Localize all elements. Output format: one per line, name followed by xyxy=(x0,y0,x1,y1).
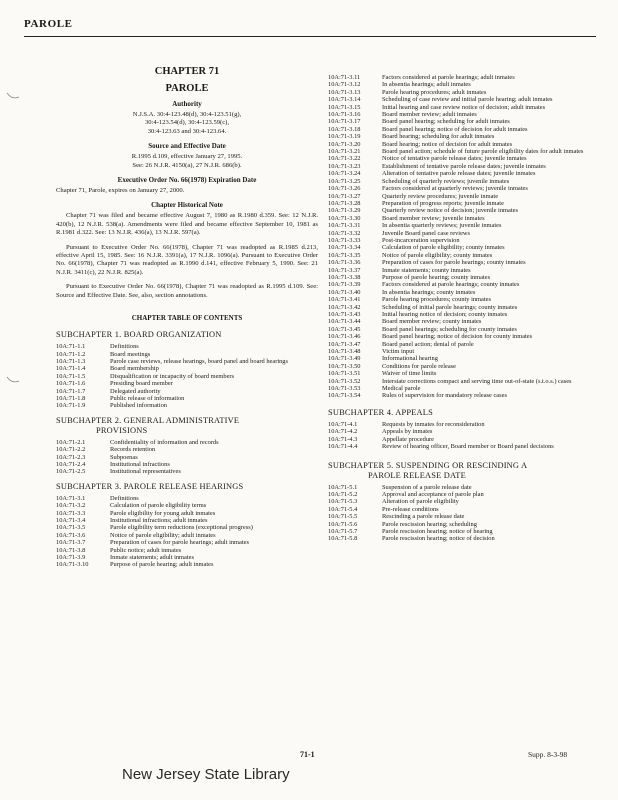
section-number: 10A:71-5.2 xyxy=(328,490,358,498)
toc-entry[interactable] xyxy=(328,528,594,535)
section-title: Pre-release conditions xyxy=(382,505,439,513)
section-number: 10A:71-3.1 xyxy=(56,494,86,502)
section-number: 10A:71-3.48 xyxy=(328,348,361,356)
subchapter-title-line: PROVISIONS xyxy=(96,425,148,435)
subchapter-title-line: PAROLE RELEASE DATE xyxy=(368,470,466,480)
section-title: Inmate statements; county inmates xyxy=(382,266,471,274)
toc-entry[interactable] xyxy=(328,521,594,528)
toc-entry[interactable] xyxy=(328,74,594,81)
toc-entry[interactable] xyxy=(328,81,594,88)
section-number: 10A:71-3.2 xyxy=(56,502,86,510)
source-line: See: 26 N.J.R. 4150(a), 27 N.J.R. 686(b). xyxy=(132,161,242,169)
section-title: Board panel hearings; scheduling for county inmates xyxy=(382,325,517,333)
section-title: Delegated authority xyxy=(110,387,161,395)
toc-entry[interactable] xyxy=(328,370,594,377)
section-title: Waiver of time limits xyxy=(382,370,437,378)
toc-entry[interactable] xyxy=(328,535,594,542)
section-number: 10A:71-1.8 xyxy=(56,394,86,402)
section-number: 10A:71-1.6 xyxy=(56,380,86,388)
supplement-date: Supp. 8-3-98 xyxy=(528,750,568,759)
toc-entry[interactable] xyxy=(328,230,594,237)
toc-entry[interactable] xyxy=(56,510,318,517)
source-text xyxy=(56,153,318,170)
toc-entry[interactable] xyxy=(56,343,318,350)
section-title: Rules of supervision for mandatory release cases xyxy=(382,392,507,400)
toc-entry[interactable] xyxy=(328,200,594,207)
section-title: Institutional representatives xyxy=(110,468,181,476)
section-title: Scheduling of initial parole hearings; county inmates xyxy=(382,303,518,311)
toc-entry[interactable] xyxy=(56,547,318,554)
section-number: 10A:71-3.35 xyxy=(328,251,361,259)
toc-entry[interactable] xyxy=(328,207,594,214)
section-number: 10A:71-5.6 xyxy=(328,520,358,528)
section-title: Board membership xyxy=(110,365,159,373)
section-number: 10A:71-3.30 xyxy=(328,214,361,222)
section-number: 10A:71-3.16 xyxy=(328,111,361,119)
toc-entry[interactable] xyxy=(328,148,594,155)
chapter-number: CHAPTER 71 xyxy=(154,66,220,77)
section-title: Review of hearing officer, Board member or Board panel decisions xyxy=(382,443,554,451)
toc-entry[interactable] xyxy=(328,311,594,318)
section-number: 10A:71-2.1 xyxy=(56,438,86,446)
section-number: 10A:71-3.36 xyxy=(328,259,361,267)
subchapter-1-title: SUBCHAPTER 1. BOARD ORGANIZATION xyxy=(56,330,222,340)
toc-entry[interactable] xyxy=(328,133,594,140)
toc-entry[interactable] xyxy=(328,111,594,118)
section-number: 10A:71-2.3 xyxy=(56,453,86,461)
section-number: 10A:71-3.19 xyxy=(328,133,361,141)
section-number: 10A:71-5.4 xyxy=(328,505,358,513)
section-title: Published information xyxy=(110,402,167,410)
section-number: 10A:71-3.41 xyxy=(328,296,361,304)
section-number: 10A:71-2.4 xyxy=(56,460,86,468)
section-number: 10A:71-3.26 xyxy=(328,185,361,193)
toc-entry[interactable] xyxy=(328,89,594,96)
toc-entry[interactable] xyxy=(328,267,594,274)
section-number: 10A:71-3.44 xyxy=(328,318,361,326)
section-title: Public notice; adult inmates xyxy=(110,546,182,554)
section-number: 10A:71-4.3 xyxy=(328,435,358,443)
section-number: 10A:71-3.37 xyxy=(328,266,361,274)
toc-entry[interactable] xyxy=(328,185,594,192)
toc-entry[interactable] xyxy=(328,421,594,428)
toc-entry[interactable] xyxy=(328,443,594,450)
section-number: 10A:71-5.8 xyxy=(328,535,358,543)
toc-entry[interactable] xyxy=(328,326,594,333)
section-title: Parole rescission hearing; notice of hearing xyxy=(382,527,493,535)
section-title: Notice of parole eligibility; adult inmates xyxy=(110,531,216,539)
toc-entry[interactable] xyxy=(56,461,318,468)
section-number: 10A:71-4.1 xyxy=(328,420,358,428)
history-heading: Chapter Historical Note xyxy=(151,201,223,210)
section-title: Approval and acceptance of parole plan xyxy=(382,490,484,498)
section-number: 10A:71-3.3 xyxy=(56,509,86,517)
section-number: 10A:71-3.45 xyxy=(328,325,361,333)
section-title: Preparation of progress reports; juvenile inmate xyxy=(382,199,504,207)
section-number: 10A:71-3.29 xyxy=(328,207,361,215)
toc-entry[interactable] xyxy=(328,385,594,392)
section-number: 10A:71-3.7 xyxy=(56,539,86,547)
toc-entry[interactable] xyxy=(328,118,594,125)
section-number: 10A:71-3.23 xyxy=(328,162,361,170)
section-number: 10A:71-3.38 xyxy=(328,273,361,281)
section-title: Definitions xyxy=(110,494,139,502)
section-title: Parole rescission hearing; scheduling xyxy=(382,520,477,528)
section-number: 10A:71-4.2 xyxy=(328,428,358,436)
section-number: 10A:71-3.43 xyxy=(328,311,361,318)
section-title: Factors considered at quarterly reviews; juvenile inmates xyxy=(382,185,528,193)
section-title: Preparation of cases for parole hearings; county inmates xyxy=(382,259,526,267)
section-title: Medical parole xyxy=(382,385,421,393)
section-number: 10A:71-3.4 xyxy=(56,517,86,524)
section-title: Parole case reviews, release hearings, board panel and board hearings xyxy=(110,357,288,365)
section-number: 10A:71-3.53 xyxy=(328,385,361,393)
section-title: Institutional infractions; adult inmates xyxy=(110,517,208,524)
subchapter-title-line: SUBCHAPTER 5. SUSPENDING OR RESCINDING A xyxy=(328,460,528,470)
right-column xyxy=(328,74,594,543)
toc-entry[interactable] xyxy=(56,554,318,561)
section-title: Rescinding a parole release date xyxy=(382,513,465,521)
section-title: Initial hearing notice of decision; county inmates xyxy=(382,311,508,318)
toc-entry[interactable] xyxy=(328,484,594,491)
section-title: Initial hearing and case review notice of decision; adult inmates xyxy=(382,103,546,111)
toc-entry[interactable] xyxy=(328,259,594,266)
toc-entry[interactable] xyxy=(328,289,594,296)
toc-entry[interactable] xyxy=(328,378,594,385)
toc-entry[interactable] xyxy=(328,96,594,103)
toc-entry[interactable] xyxy=(328,104,594,111)
subchapter-2-title xyxy=(56,416,318,436)
section-title: Institutional infractions xyxy=(110,460,170,468)
section-number: 10A:71-3.49 xyxy=(328,355,361,363)
margin-tick-mark xyxy=(6,92,20,100)
section-title: Alteration of parole eligibility xyxy=(382,498,459,506)
section-number: 10A:71-3.9 xyxy=(56,554,86,562)
section-number: 10A:71-3.6 xyxy=(56,531,86,539)
section-title: Appellate procedure xyxy=(382,435,434,443)
section-title: Definitions xyxy=(110,343,139,351)
section-number: 10A:71-3.22 xyxy=(328,155,361,163)
toc-entry[interactable] xyxy=(328,348,594,355)
toc-entry[interactable] xyxy=(328,318,594,325)
section-title: Factors considered at parole hearings; adult inmates xyxy=(382,74,515,81)
left-column xyxy=(56,66,318,569)
section-number: 10A:71-3.12 xyxy=(328,81,361,89)
section-number: 10A:71-1.2 xyxy=(56,350,86,358)
toc-entry[interactable] xyxy=(328,193,594,200)
section-number: 10A:71-3.42 xyxy=(328,303,361,311)
section-number: 10A:71-3.5 xyxy=(56,524,86,532)
subchapter-1-list xyxy=(56,343,318,410)
section-number: 10A:71-3.18 xyxy=(328,125,361,133)
section-title: In absentia hearings; adult inmates xyxy=(382,81,471,89)
section-title: Board meetings xyxy=(110,350,151,358)
section-title: Juvenile Board panel case reviews xyxy=(382,229,471,237)
header-rule xyxy=(24,36,596,37)
section-number: 10A:71-3.31 xyxy=(328,222,361,230)
section-title: Appeals by inmates xyxy=(382,428,433,436)
section-number: 10A:71-3.11 xyxy=(328,74,361,81)
toc-entry[interactable] xyxy=(56,454,318,461)
source-line: R.1995 d.109, effective January 27, 1995. xyxy=(131,153,243,161)
toc-entry[interactable] xyxy=(328,281,594,288)
running-head: PAROLE xyxy=(24,18,73,30)
section-title: Scheduling of quarterly reviews; juvenile inmates xyxy=(382,177,510,185)
toc-entry[interactable] xyxy=(56,395,318,402)
section-number: 10A:71-5.7 xyxy=(328,527,358,535)
section-number: 10A:71-5.1 xyxy=(328,483,358,491)
section-number: 10A:71-4.4 xyxy=(328,443,358,451)
section-number: 10A:71-3.17 xyxy=(328,118,361,126)
subchapter-4-list xyxy=(328,421,594,451)
subchapter-2-list xyxy=(56,439,318,476)
section-number: 10A:71-3.10 xyxy=(56,561,89,569)
section-number: 10A:71-1.4 xyxy=(56,365,86,373)
toc-entry[interactable] xyxy=(328,215,594,222)
section-number: 10A:71-3.32 xyxy=(328,229,361,237)
subchapter-3-list-right xyxy=(328,74,594,400)
history-paragraph: Pursuant to Executive Order No. 66(1978), Chapter 71 was readopted as R.1985 d.213, effective April 15, 1985. See: 16 N.J.R. 3391(a), 17 N.J.R. 1096(a). Pursuant to Executive Order No. 66(1978), Chapter 71 was readopted as R.1990 d.141, effective February 5, 1990. See: 21 N.J.R. 3411(c), 22 N.J.R. 825(a). xyxy=(56,243,318,276)
subchapter-3-title: SUBCHAPTER 3. PAROLE RELEASE HEARINGS xyxy=(56,481,244,491)
section-number: 10A:71-3.46 xyxy=(328,333,361,341)
section-title: Board hearing; scheduling for adult inmates xyxy=(382,133,495,141)
section-number: 10A:71-3.20 xyxy=(328,140,361,148)
section-number: 10A:71-3.13 xyxy=(328,88,361,96)
section-title: Board panel action; denial of parole xyxy=(382,340,474,348)
section-title: Purpose of parole hearing; county inmates xyxy=(382,273,491,281)
toc-entry[interactable] xyxy=(328,392,594,399)
section-title: Notice of parole eligibility; county inmates xyxy=(382,251,493,259)
toc-entry[interactable] xyxy=(328,436,594,443)
toc-entry[interactable] xyxy=(56,539,318,546)
section-title: Factors considered at parole hearings; county inmates xyxy=(382,281,520,289)
toc-title: CHAPTER TABLE OF CONTENTS xyxy=(131,314,243,323)
section-number: 10A:71-3.39 xyxy=(328,281,361,289)
toc-entry[interactable] xyxy=(328,274,594,281)
section-number: 10A:71-3.15 xyxy=(328,103,361,111)
toc-entry[interactable] xyxy=(328,341,594,348)
section-title: Post-incarceration supervision xyxy=(382,236,460,244)
toc-entry[interactable] xyxy=(328,178,594,185)
history-paragraph: Chapter 71 was filed and became effective August 7, 1980 as R.1980 d.359. See: 12 N.J.R. 420(b), 12 N.J.R. 538(a). Amendments were filed and became effective September 10, 1981 as R.1981 d.322. See: 13 N.J.R. 436(a), 13 N.J.R. 597(a). xyxy=(56,212,318,237)
section-title: Presiding board member xyxy=(110,380,173,388)
toc-entry[interactable] xyxy=(56,468,318,475)
toc-entry[interactable] xyxy=(56,517,318,524)
subchapter-4-title: SUBCHAPTER 4. APPEALS xyxy=(328,407,433,417)
section-title: Board member review; juvenile inmates xyxy=(382,214,485,222)
section-title: Board panel action; schedule of future parole eligibility dates for adult inmates xyxy=(382,148,584,156)
library-stamp: New Jersey State Library xyxy=(122,766,290,783)
section-title: Requests by inmates for reconsideration xyxy=(382,420,485,428)
toc-entry[interactable] xyxy=(56,502,318,509)
section-title: Parole rescission hearing; notice of decision xyxy=(382,535,495,543)
toc-entry[interactable] xyxy=(56,524,318,531)
section-number: 10A:71-1.1 xyxy=(56,343,86,351)
subchapter-3-list-left xyxy=(56,495,318,569)
section-number: 10A:71-3.21 xyxy=(328,148,361,156)
section-title: Board panel hearing; scheduling for adult inmates xyxy=(382,118,510,126)
section-title: Confidentiality of information and records xyxy=(110,438,219,446)
section-title: Purpose of parole hearing; adult inmates xyxy=(110,561,214,569)
toc-entry[interactable] xyxy=(328,163,594,170)
authority-line: N.J.S.A. 30:4-123.48(d), 30:4-123.51(g), xyxy=(132,111,242,118)
section-title: Scheduling of case review and initial parole hearing; adult inmates xyxy=(382,96,553,104)
toc-entry[interactable] xyxy=(328,498,594,505)
section-title: Calculation of parole eligibility terms xyxy=(110,502,207,510)
section-title: Inmate statements; adult inmates xyxy=(110,554,194,562)
toc-entry[interactable] xyxy=(328,333,594,340)
toc-entry[interactable] xyxy=(328,237,594,244)
section-number: 10A:71-3.27 xyxy=(328,192,361,200)
toc-entry[interactable] xyxy=(328,252,594,259)
toc-entry[interactable] xyxy=(328,304,594,311)
executive-order-heading: Executive Order No. 66(1978) Expiration Date xyxy=(117,176,257,185)
section-title: Alteration of tentative parole release dates; juvenile inmates xyxy=(382,170,536,178)
section-title: Parole hearing procedures; county inmates xyxy=(382,296,491,304)
authority-line: 30:4-123.63 and 30:4-123.64. xyxy=(147,127,227,135)
section-title: Board panel hearing; notice of decision for county inmates xyxy=(382,333,533,341)
section-number: 10A:71-3.28 xyxy=(328,199,361,207)
section-number: 10A:71-3.54 xyxy=(328,392,361,400)
section-title: Board hearing; notice of decision for adult inmates xyxy=(382,140,513,148)
toc-entry[interactable] xyxy=(56,351,318,358)
section-number: 10A:71-2.5 xyxy=(56,468,86,476)
section-title: Interstate corrections compact and serving time out-of-state (s.t.o.s.) cases xyxy=(382,377,572,385)
toc-entry[interactable] xyxy=(56,439,318,446)
section-number: 10A:71-3.33 xyxy=(328,236,361,244)
toc-entry[interactable] xyxy=(328,491,594,498)
toc-entry[interactable] xyxy=(328,428,594,435)
section-number: 10A:71-3.24 xyxy=(328,170,361,178)
history-paragraph: Pursuant to Executive Order No. 66(1978), Chapter 71 was readopted as R.1995 d.109. See: Source and Effective Date. See, also, section annotations. xyxy=(56,283,318,299)
toc-entry[interactable] xyxy=(328,244,594,251)
section-title: Records retention xyxy=(110,446,156,454)
section-number: 10A:71-1.7 xyxy=(56,387,86,395)
section-title: Disqualification or incapacity of board members xyxy=(110,372,235,380)
section-title: In absentia hearings; county inmates xyxy=(382,288,476,296)
toc-entry[interactable] xyxy=(328,355,594,362)
section-number: 10A:71-3.50 xyxy=(328,362,361,370)
section-title: Victim input xyxy=(382,348,415,356)
section-title: Suspension of a parole release date xyxy=(382,483,472,491)
toc-entry[interactable] xyxy=(328,506,594,513)
toc-entry[interactable] xyxy=(328,155,594,162)
toc-entry[interactable] xyxy=(328,222,594,229)
toc-entry[interactable] xyxy=(328,363,594,370)
toc-entry[interactable] xyxy=(56,358,318,365)
section-title: Board panel hearing; notice of decision for adult inmates xyxy=(382,125,528,133)
section-title: Conditions for parole release xyxy=(382,362,457,370)
source-heading: Source and Effective Date xyxy=(148,142,226,151)
page-number: 71-1 xyxy=(300,750,315,759)
section-number: 10A:71-3.40 xyxy=(328,288,361,296)
executive-order-text: Chapter 71, Parole, expires on January 27, 2000. xyxy=(56,187,185,195)
toc-entry[interactable] xyxy=(56,373,318,380)
subchapter-5-title xyxy=(328,461,594,481)
section-title: Establishment of tentative parole release dates; juvenile inmates xyxy=(382,162,546,170)
toc-entry[interactable] xyxy=(56,495,318,502)
section-title: Preparation of cases for parole hearings; adult inmates xyxy=(110,539,249,547)
section-number: 10A:71-3.52 xyxy=(328,377,361,385)
section-number: 10A:71-5.3 xyxy=(328,498,358,506)
subchapter-title-line: SUBCHAPTER 2. GENERAL ADMINISTRATIVE xyxy=(56,415,240,425)
margin-tick-mark xyxy=(6,376,20,384)
section-title: In absentia quarterly reviews; juvenile inmates xyxy=(382,222,502,230)
section-number: 10A:71-1.9 xyxy=(56,402,86,410)
section-number: 10A:71-3.34 xyxy=(328,244,361,252)
toc-entry[interactable] xyxy=(328,141,594,148)
section-title: Parole eligibility for young adult inmates xyxy=(110,509,216,517)
section-number: 10A:71-2.2 xyxy=(56,446,86,454)
toc-entry[interactable] xyxy=(328,513,594,520)
toc-entry[interactable] xyxy=(56,388,318,395)
section-number: 10A:71-5.5 xyxy=(328,513,358,521)
section-number: 10A:71-3.8 xyxy=(56,546,86,554)
section-title: Quarterly review procedures; juvenile inmate xyxy=(382,192,499,200)
section-title: Notice of tentative parole release dates; juvenile inmates xyxy=(382,155,527,163)
chapter-name: PAROLE xyxy=(165,83,209,94)
section-title: Board member review; adult inmates xyxy=(382,111,477,119)
toc-entry[interactable] xyxy=(328,126,594,133)
toc-entry[interactable] xyxy=(56,365,318,372)
section-number: 10A:71-3.51 xyxy=(328,370,361,378)
section-number: 10A:71-3.47 xyxy=(328,340,361,348)
toc-entry[interactable] xyxy=(56,380,318,387)
section-title: Board member review; county inmates xyxy=(382,318,482,326)
toc-entry[interactable] xyxy=(56,532,318,539)
section-number: 10A:71-1.3 xyxy=(56,357,86,365)
toc-entry[interactable] xyxy=(328,296,594,303)
toc-entry[interactable] xyxy=(56,561,318,568)
authority-heading: Authority xyxy=(172,100,202,108)
section-title: Informational hearing xyxy=(382,355,438,363)
section-title: Subpoenas xyxy=(110,453,138,461)
authority-text xyxy=(56,111,318,136)
section-title: Quarterly review notice of decision; juvenile inmates xyxy=(382,207,518,215)
toc-entry[interactable] xyxy=(56,446,318,453)
authority-line: 30:4-123.54(d), 30:4-123.59(c), xyxy=(144,119,230,127)
section-title: Parole hearing procedures; adult inmates xyxy=(382,88,487,96)
section-number: 10A:71-1.5 xyxy=(56,372,86,380)
section-number: 10A:71-3.14 xyxy=(328,96,361,104)
toc-entry[interactable] xyxy=(328,170,594,177)
section-number: 10A:71-3.25 xyxy=(328,177,361,185)
section-title: Public release of information xyxy=(110,394,185,402)
subchapter-5-list xyxy=(328,484,594,543)
section-title: Parole eligibility term reductions (exceptional progress) xyxy=(110,524,253,532)
toc-entry[interactable] xyxy=(56,402,318,409)
section-title: Calculation of parole eligibility; county inmates xyxy=(382,244,505,252)
